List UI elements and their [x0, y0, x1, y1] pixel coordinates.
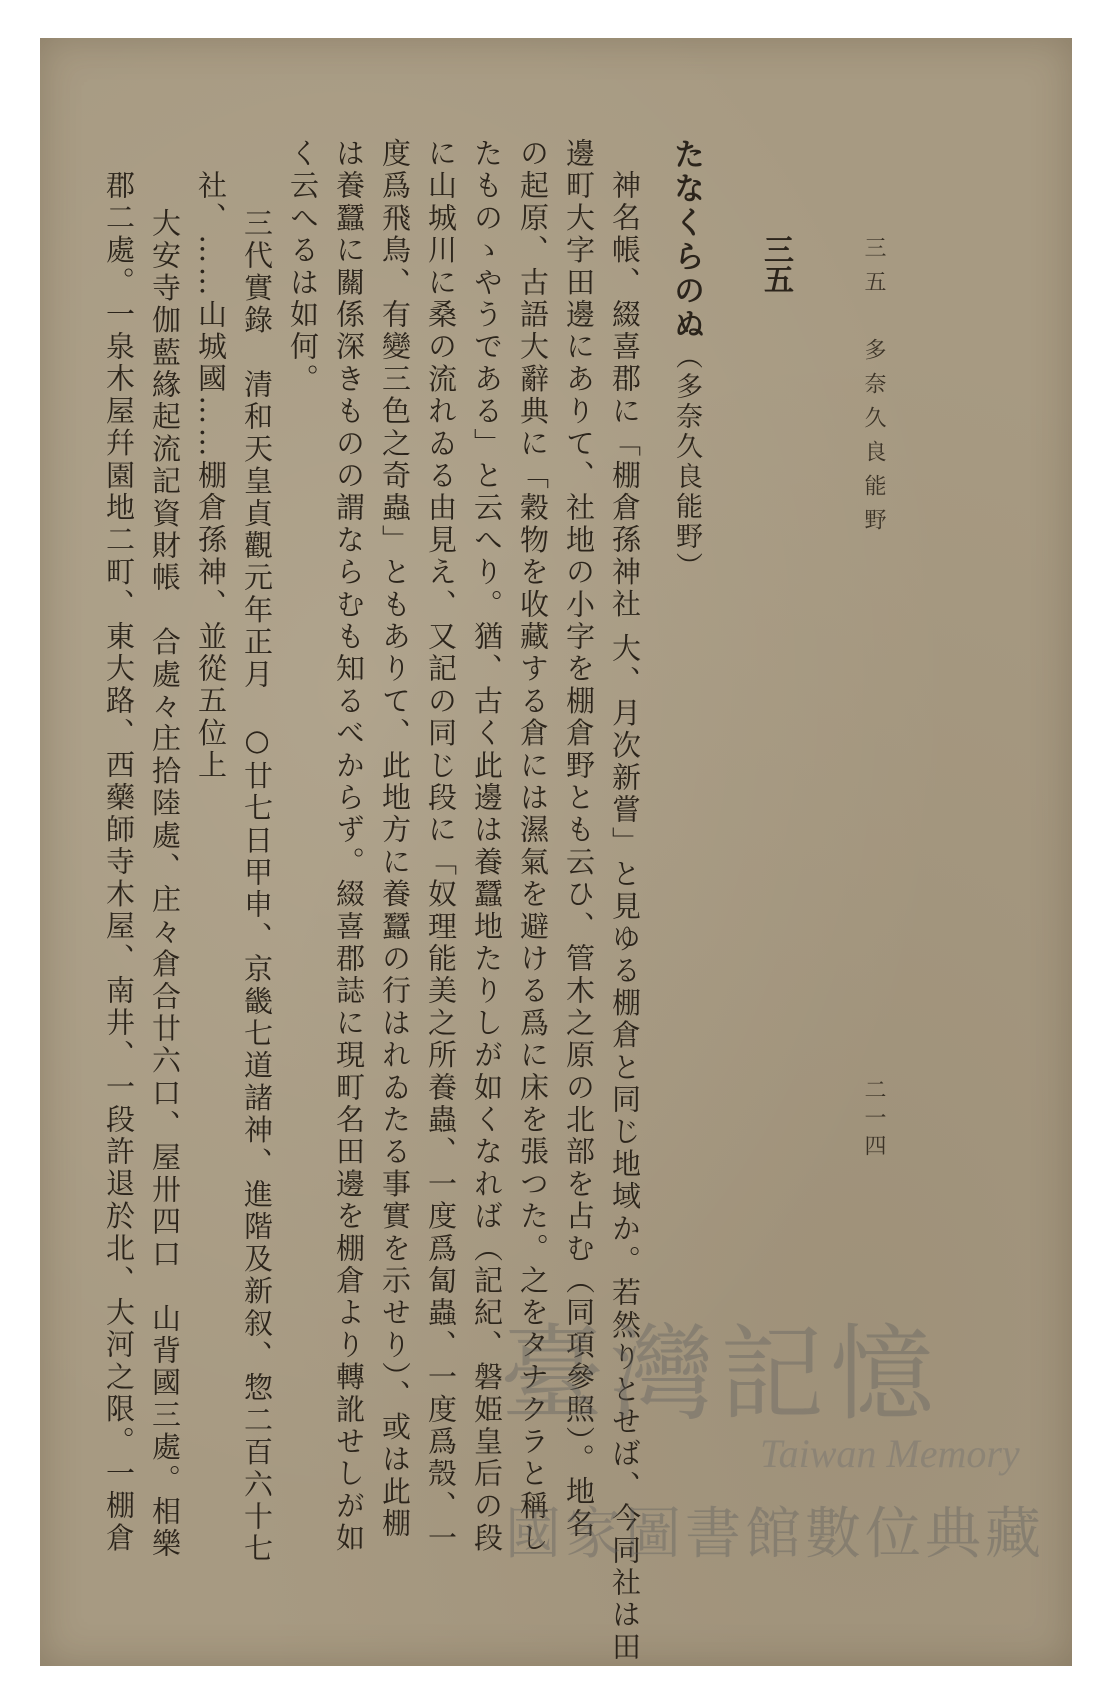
watermark-library: 國家圖書館數位典藏: [505, 1502, 1045, 1567]
body-line: 三代實錄 清和天皇貞觀元年正月 ○廿七日甲申、京畿七道諸神、進階及新叙、惣二百六十七: [240, 208, 274, 1566]
section-number: 三五: [758, 234, 793, 294]
body-line: 郡二處。一泉木屋幷園地二町、東大路、西藥師寺木屋、南井、一段許退於北、大河之限。一棚倉: [102, 170, 136, 1555]
body-line: の起原、古語大辭典に「穀物を收藏する倉には濕氣を避ける爲に床を張つた。之をタナクラと稱し: [516, 138, 550, 1555]
body-line: に山城川に桑の流れゐる由見え、又記の同じ段に「奴理能美之所養蟲、一度爲匐蟲、一度爲殼、一: [424, 138, 458, 1555]
body-line: は養蠶に關係深きものの謂ならむも知るべからず。綴喜郡誌に現町名田邊を棚倉より轉訛せしが如: [332, 138, 366, 1555]
body-line: 大安寺伽藍緣起流記資財帳 合處々庄拾陸處、庄々倉合廿六口、屋卅四口 山背國三處。相樂: [148, 208, 182, 1561]
entry-title-reading: （多奈久良能野）: [671, 342, 702, 582]
entry-title-kana: たなくらのぬ: [668, 138, 704, 342]
entry-title: [664, 138, 709, 582]
body-line: 社、……山城國……棚倉孫神、並從五位上: [194, 170, 228, 782]
body-line: 度爲飛鳥、有變三色之奇蟲」ともありて、此地方に養蠶の行はれゐたる事實を示せり）、或は此棚: [378, 138, 412, 1541]
watermark-english: Taiwan Memory: [760, 1431, 1020, 1476]
running-head: 三五 多奈久良能野: [861, 236, 886, 542]
watermark-title: 臺灣記憶: [500, 1313, 941, 1435]
body-line: く云へるは如何。: [286, 138, 320, 396]
body-line: 邊町大字田邊にありて、社地の小字を棚倉野とも云ひ、管木之原の北部を占む（同項參照）。地名: [562, 138, 596, 1541]
body-line: 神名帳、綴喜郡に「棚倉孫神社 大、月次新嘗」と見ゆる棚倉と同じ地域か。若然りとせば、今同社は田: [608, 170, 642, 1664]
body-line: たものゝやうである」と云へり。猶、古く此邊は養蠶地たりしが如くなれば（記紀、磐姫皇后の段: [470, 138, 504, 1555]
page-number: 二一四: [861, 1078, 886, 1162]
